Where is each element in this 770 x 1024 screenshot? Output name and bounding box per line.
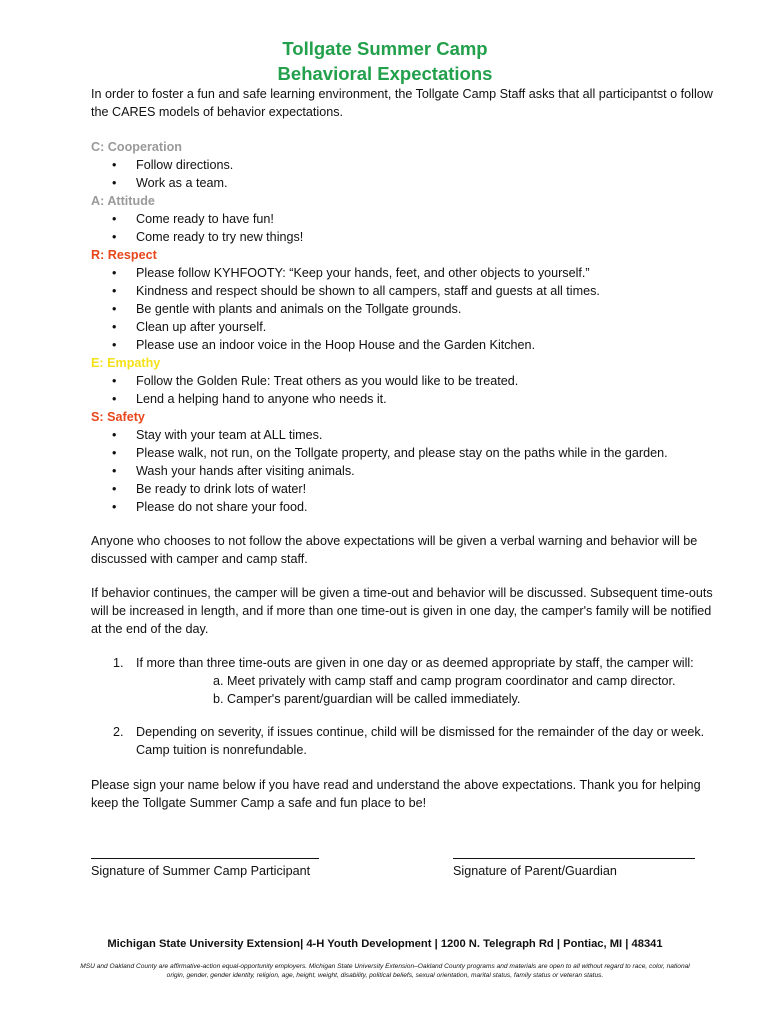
numbered-item-1: If more than three time-outs are given in one day or as deemed appropriate by staff, the camper will:	[136, 656, 694, 670]
attitude-list	[112, 210, 303, 246]
numbered-item-2: Depending on severity, if issues continue, child will be dismissed for the remainder of the day or week. Camp tuition is nonrefundable.	[136, 725, 705, 757]
list-item: • Come ready to try new things!	[112, 228, 303, 246]
heading-empathy: E: Empathy	[91, 356, 161, 370]
number-2: 2.	[113, 725, 124, 739]
list-item: • Please use an indoor voice in the Hoop House and the Garden Kitchen.	[112, 336, 600, 354]
heading-attitude: A: Attitude	[91, 194, 155, 208]
sub-item-b: b. Camper's parent/guardian will be called immediately.	[213, 692, 521, 706]
parent-signature-label: Signature of Parent/Guardian	[453, 864, 617, 878]
parent-signature-line[interactable]	[453, 858, 695, 859]
list-item: • Be gentle with plants and animals on the Tollgate grounds.	[112, 300, 600, 318]
list-item: • Work as a team.	[112, 174, 233, 192]
list-item: • Stay with your team at ALL times.	[112, 426, 668, 444]
list-item: • Wash your hands after visiting animals.	[112, 462, 668, 480]
list-item: • Be ready to drink lots of water!	[112, 480, 668, 498]
timeout-paragraph: If behavior continues, the camper will be given a time-out and behavior will be discussed. Subsequent time-outs will be increased in length, and if more than one time-out is given in one day, the camper's family will be notified at the end of the day.	[91, 586, 713, 636]
list-item: • Follow the Golden Rule: Treat others as you would like to be treated.	[112, 372, 518, 390]
footer-address: Michigan State University Extension| 4-H Youth Development | 1200 N. Telegraph Rd | Pontiac, MI | 48341	[107, 938, 663, 950]
cooperation-list	[112, 156, 233, 192]
intro-paragraph: In order to foster a fun and safe learning environment, the Tollgate Camp Staff asks that all participantst o follow the CARES models of behavior expectations.	[91, 87, 713, 119]
empathy-list	[112, 372, 518, 408]
list-item: • Follow directions.	[112, 156, 233, 174]
document-title: Tollgate Summer Camp	[282, 38, 488, 59]
list-item: • Please walk, not run, on the Tollgate property, and please stay on the paths while in the garden.	[112, 444, 668, 462]
participant-signature-label: Signature of Summer Camp Participant	[91, 864, 311, 878]
list-item: • Please do not share your food.	[112, 498, 668, 516]
list-item: • Come ready to have fun!	[112, 210, 303, 228]
list-item: • Please follow KYHFOOTY: “Keep your hands, feet, and other objects to yourself.”	[112, 264, 600, 282]
disclaimer-text: MSU and Oakland County are affirmative-action equal-opportunity employers. Michigan State University Extension–Oakland County programs and materials are open to all without regard to race, color, national origin, gender, gender identity, religion, age, height, weight, disability, political beliefs, sexual orientation, marital status, family status or veteran status.	[80, 963, 690, 979]
list-item: • Lend a helping hand to anyone who needs it.	[112, 390, 518, 408]
safety-list	[112, 426, 668, 516]
respect-list	[112, 264, 600, 354]
number-1: 1.	[113, 656, 124, 670]
heading-cooperation: C: Cooperation	[91, 140, 182, 154]
participant-signature-line[interactable]	[91, 858, 319, 859]
list-item: • Kindness and respect should be shown to all campers, staff and guests at all times.	[112, 282, 600, 300]
list-item: • Clean up after yourself.	[112, 318, 600, 336]
sign-paragraph: Please sign your name below if you have read and understand the above expectations. Thank you for helping keep the Tollgate Summer Camp a safe and fun place to be!	[91, 778, 701, 810]
heading-safety: S: Safety	[91, 410, 145, 424]
document-subtitle: Behavioral Expectations	[277, 63, 493, 84]
warning-paragraph: Anyone who chooses to not follow the above expectations will be given a verbal warning and behavior will be discussed with camper and camp staff.	[91, 534, 698, 566]
sub-item-a: a. Meet privately with camp staff and camp program coordinator and camp director.	[213, 674, 676, 688]
heading-respect: R: Respect	[91, 248, 157, 262]
